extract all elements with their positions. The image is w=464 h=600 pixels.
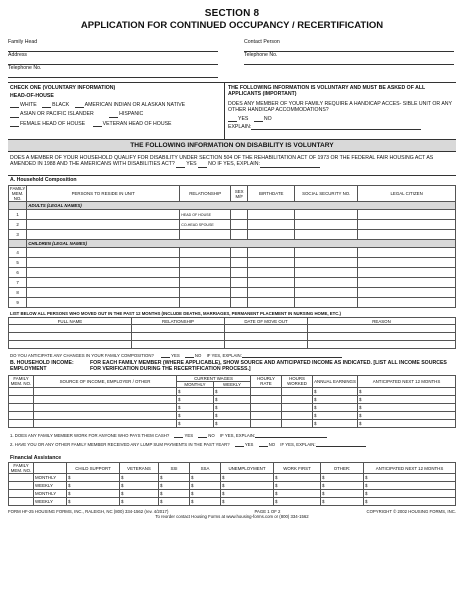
mo-col-reason: REASON [308, 318, 456, 325]
name-cell[interactable] [27, 210, 180, 220]
form-page [8, 0, 456, 519]
dollar-cell[interactable]: $ [67, 482, 120, 490]
sex-cell[interactable] [231, 278, 248, 288]
veteran-head-label: VETERAN HEAD OF HOUSE [102, 120, 172, 127]
citizen-cell[interactable] [358, 230, 456, 240]
relationship-cell[interactable] [180, 298, 231, 308]
row-no: 5 [9, 258, 27, 268]
mo-col-name: FULL NAME [9, 318, 132, 325]
sex-cell[interactable] [231, 230, 248, 240]
fa-col-veterans: VETERANS [120, 463, 159, 474]
head-of-house-heading: HEAD-OF-HOUSE [10, 93, 54, 100]
cell[interactable] [282, 387, 313, 395]
income-instructions: FOR EACH FAMILY MEMBER (WHERE APPLICABLE), SHOW SOURCE AND ANTICIPATED INCOME AS INDICATED. [LIST ALL INCOME SOURCES FOR VERIFICATION DURING THE RECERTIFICATION PROCESS.] [90, 360, 447, 373]
telephone-label-2: Telephone No. [244, 52, 278, 58]
fa-col-ssi: SSI [159, 463, 190, 474]
sex-cell[interactable] [231, 220, 248, 230]
birthdate-cell[interactable] [248, 298, 295, 308]
mo-col-relationship: RELATIONSHIP [132, 318, 225, 325]
disability-explain-field[interactable] [260, 162, 320, 168]
table-row [9, 288, 456, 298]
q2-no-label: NO [268, 441, 276, 447]
income-heading-row [8, 360, 456, 373]
cell[interactable] [225, 341, 308, 349]
sex-cell[interactable] [231, 210, 248, 220]
birthdate-cell[interactable] [248, 220, 295, 230]
inc-col-monthly: MONTHLY [177, 381, 214, 387]
cell[interactable] [251, 411, 282, 419]
relationship-cell[interactable] [180, 268, 231, 278]
income-table [8, 375, 456, 428]
name-cell[interactable] [27, 278, 180, 288]
ssn-cell[interactable] [295, 248, 358, 258]
q1-explain-label: IF YES, EXPLAIN: [219, 432, 256, 438]
cell[interactable] [34, 419, 177, 427]
handicap-explain-label: EXPLAIN: [228, 124, 252, 131]
sex-cell[interactable] [231, 258, 248, 268]
row-no: 4 [9, 248, 27, 258]
footer-left: FORM HF-25 HOUSING FORMS, INC., RALEIGH, NC (800) 334-1562 (rev. 4/2017) [8, 509, 169, 515]
table-row [9, 490, 456, 498]
address-field[interactable] [8, 52, 218, 65]
cell[interactable] [308, 333, 456, 341]
disability-no-label: NO [208, 161, 216, 168]
cell[interactable] [225, 333, 308, 341]
address-label: Address [8, 52, 28, 58]
q2-text: 2. HAVE YOU OR ANY OTHER FAMILY MEMBER RECEIVED ANY LUMP SUM PAYMENTS IN THE PAST YEAR? [10, 441, 230, 447]
dollar-cell[interactable]: $ [120, 498, 159, 506]
handicap-question: DOES ANY MEMBER OF YOUR FAMILY REQUIRE A HANDICAP ACCES- SIBLE UNIT OR ANY OTHER HANDICAP ACCOMMODATIONS? [228, 100, 452, 114]
name-cell[interactable] [27, 288, 180, 298]
dollar-cell[interactable]: $ [364, 474, 456, 482]
fa-col-child-support: CHILD SUPPORT [67, 463, 120, 474]
financial-table [8, 462, 456, 506]
table-row [9, 258, 456, 268]
table-row [9, 248, 456, 258]
ssn-cell[interactable] [295, 230, 358, 240]
table-row [9, 474, 456, 482]
anticipate-row [8, 352, 456, 358]
handicap-explain-field[interactable] [251, 124, 421, 130]
female-head-checkbox[interactable] [10, 122, 19, 127]
q1-text: 1. DOES ANY FAMILY MEMBER WORK FOR ANYONE WHO PAYS THEM CASH? [10, 432, 170, 438]
american-indian-label: AMERICAN INDIAN OR ALASKAN NATIVE [84, 101, 186, 108]
cell[interactable] [308, 341, 456, 349]
name-cell[interactable] [27, 248, 180, 258]
financial-heading: Financial Assistance [10, 454, 62, 461]
citizen-cell[interactable] [358, 268, 456, 278]
moved-out-heading: LIST BELOW ALL PERSONS WHO MOVED OUT IN THE PAST 12 MONTHS (INCLUDE DEATHS, MARRIAGES, PERMANENT PLACEMENT IN NURSING HOME, ETC.) [10, 311, 341, 316]
dollar-cell[interactable]: $ [214, 411, 251, 419]
dollar-cell[interactable]: $ [177, 411, 214, 419]
cell[interactable] [9, 411, 34, 419]
hh-col-sex: SEX M/F [231, 186, 248, 202]
citizen-cell[interactable] [358, 298, 456, 308]
footer-copyright: COPYRIGHT © 2002 HOUSING FORMS, INC. [366, 509, 456, 515]
table-row [9, 498, 456, 506]
period-cell: WEEKLY [34, 498, 67, 506]
hh-col-ssn: SOCIAL SECURITY NO. [295, 186, 358, 202]
cell[interactable] [282, 419, 313, 427]
dollar-cell[interactable]: $ [67, 474, 120, 482]
citizen-cell[interactable] [358, 258, 456, 268]
cell[interactable] [34, 411, 177, 419]
dollar-cell[interactable]: $ [159, 474, 190, 482]
fa-col-other: OTHER: [321, 463, 364, 474]
row-no: 9 [9, 298, 27, 308]
table-row [9, 411, 456, 419]
citizen-cell[interactable] [358, 248, 456, 258]
disability-yes-label: YES [186, 161, 197, 168]
cell[interactable] [34, 387, 177, 395]
handicap-yes-checkbox[interactable] [228, 117, 237, 122]
income-q2 [8, 441, 456, 447]
dollar-cell[interactable]: $ [214, 403, 251, 411]
citizen-cell[interactable] [358, 210, 456, 220]
anticipate-explain-field[interactable] [242, 352, 342, 358]
ssn-cell[interactable] [295, 258, 358, 268]
relationship-cell[interactable] [180, 288, 231, 298]
telephone-label: Telephone No. [8, 65, 42, 71]
inc-col-annual: ANNUAL EARNINGS [313, 375, 358, 387]
dollar-cell[interactable]: $ [190, 498, 221, 506]
dollar-cell[interactable]: $ [214, 419, 251, 427]
dollar-cell[interactable]: $ [177, 403, 214, 411]
birthdate-cell[interactable] [248, 248, 295, 258]
relationship-cell: HEAD OF HOUSE [180, 210, 231, 220]
dollar-cell[interactable]: $ [221, 474, 274, 482]
cell[interactable] [251, 419, 282, 427]
hh-col-birthdate: BIRTHDATE [248, 186, 295, 202]
inc-col-source: SOURCE OF INCOME, EMPLOYER / OTHER [34, 375, 177, 387]
q2-yes-checkbox[interactable] [235, 442, 244, 447]
fa-col-anticipated: ANTICIPATED NEXT 12 MONTHS [364, 463, 456, 474]
ssn-cell[interactable] [295, 288, 358, 298]
dollar-cell[interactable]: $ [358, 403, 456, 411]
ssn-cell[interactable] [295, 278, 358, 288]
anticipate-explain-label: IF YES, EXPLAIN: [206, 353, 242, 358]
fa-col-period [34, 463, 67, 474]
dollar-cell[interactable]: $ [221, 490, 274, 498]
cell[interactable] [9, 490, 34, 498]
q2-no-checkbox[interactable] [259, 442, 268, 447]
birthdate-cell[interactable] [248, 268, 295, 278]
fa-col-ssa: SSA [190, 463, 221, 474]
dollar-cell[interactable]: $ [159, 498, 190, 506]
dollar-cell[interactable]: $ [364, 482, 456, 490]
name-cell[interactable] [27, 298, 180, 308]
household-heading: A. Household Composition [8, 175, 456, 185]
dollar-cell[interactable]: $ [364, 498, 456, 506]
family-head-label: Family Head [8, 39, 38, 45]
cell[interactable] [225, 325, 308, 333]
hispanic-checkbox[interactable] [109, 113, 118, 118]
q1-explain-field[interactable] [255, 432, 327, 438]
citizen-cell[interactable] [358, 278, 456, 288]
telephone-field-2[interactable] [244, 52, 454, 65]
dollar-cell[interactable]: $ [321, 474, 364, 482]
table-row [9, 220, 456, 230]
family-head-field[interactable] [8, 39, 218, 52]
birthdate-cell[interactable] [248, 278, 295, 288]
disability-yes-checkbox[interactable] [176, 163, 185, 168]
cell[interactable] [9, 419, 34, 427]
disability-text: DOES A MEMBER OF YOUR HOUSEHOLD QUALIFY FOR DISABILITY UNDER SECTION 504 OF THE REHABILITATION ACT OF 1973 OR THE FEDERAL FAIR HOUSING ACT AS AMENDED IN 1988 AND THE AMERICANS WITH DISABILITIES ACT? [10, 155, 434, 168]
black-label: BLACK [52, 101, 70, 108]
relationship-cell: CO-HEAD SPOUSE [180, 220, 231, 230]
dollar-cell[interactable]: $ [358, 395, 456, 403]
dollar-cell[interactable]: $ [221, 498, 274, 506]
dollar-cell[interactable]: $ [358, 387, 456, 395]
relationship-cell[interactable] [180, 278, 231, 288]
cell[interactable] [9, 474, 34, 482]
handicap-no-checkbox[interactable] [254, 117, 263, 122]
moved-out-table [8, 317, 456, 349]
table-row [9, 395, 456, 403]
household-table [8, 185, 456, 308]
hh-col-citizen: LEGAL CITIZEN [358, 186, 456, 202]
veteran-head-checkbox[interactable] [93, 122, 102, 127]
dollar-cell[interactable]: $ [364, 490, 456, 498]
voluntary-right-title: THE FOLLOWING INFORMATION IS VOLUNTARY AND MUST BE ASKED OF ALL APPLICANTS (IMPORTANT) [228, 85, 426, 98]
cell[interactable] [251, 395, 282, 403]
footer-reorder: To reorder contact Housing Forms at www.housing-forms.com or (800) 334-1562 [155, 514, 309, 520]
dollar-cell[interactable]: $ [313, 411, 358, 419]
q2-yes-label: YES [244, 441, 254, 447]
dollar-cell[interactable]: $ [321, 490, 364, 498]
table-row [9, 325, 456, 333]
dollar-cell[interactable]: $ [214, 387, 251, 395]
dollar-cell[interactable]: $ [177, 419, 214, 427]
birthdate-cell[interactable] [248, 288, 295, 298]
dollar-cell[interactable]: $ [313, 403, 358, 411]
dollar-cell[interactable]: $ [190, 474, 221, 482]
dollar-cell[interactable]: $ [358, 419, 456, 427]
dollar-cell[interactable]: $ [214, 395, 251, 403]
fa-col-memno: FAMILY MEM. NO. [9, 463, 34, 474]
cell[interactable] [282, 411, 313, 419]
birthdate-cell[interactable] [248, 230, 295, 240]
black-checkbox[interactable] [42, 103, 51, 108]
contact-block [8, 39, 456, 78]
dollar-cell[interactable]: $ [321, 498, 364, 506]
q1-yes-checkbox[interactable] [174, 433, 183, 438]
sex-cell[interactable] [231, 248, 248, 258]
disability-no-checkbox[interactable] [198, 163, 207, 168]
hh-col-relationship: RELATIONSHIP [180, 186, 231, 202]
table-row [9, 210, 456, 220]
q1-yes-label: YES [184, 432, 194, 438]
sex-cell[interactable] [231, 288, 248, 298]
sex-cell[interactable] [231, 268, 248, 278]
anticipate-yes-checkbox[interactable] [161, 353, 170, 358]
ssn-cell[interactable] [295, 298, 358, 308]
table-row [9, 298, 456, 308]
cell[interactable] [9, 333, 132, 341]
dollar-cell[interactable]: $ [274, 482, 321, 490]
fa-col-unemployment: UNEMPLOYMENT [221, 463, 274, 474]
white-label: WHITE [20, 101, 37, 108]
dollar-cell[interactable]: $ [313, 419, 358, 427]
asian-label: ASIAN OR PACIFIC ISLANDER [20, 111, 94, 118]
birthdate-cell[interactable] [248, 210, 295, 220]
cell[interactable] [9, 498, 34, 506]
relationship-cell[interactable] [180, 248, 231, 258]
inc-col-wages: CURRENT WAGES [177, 375, 251, 381]
birthdate-cell[interactable] [248, 258, 295, 268]
cell[interactable] [9, 482, 34, 490]
cell[interactable] [251, 387, 282, 395]
income-label: B. HOUSEHOLD INCOME: EMPLOYMENT [10, 360, 74, 373]
citizen-cell[interactable] [358, 288, 456, 298]
female-head-label: FEMALE HEAD OF HOUSE [20, 120, 86, 127]
footer-page: PAGE 1 OF 2 [254, 509, 281, 515]
cell[interactable] [34, 395, 177, 403]
dollar-cell[interactable]: $ [177, 387, 214, 395]
q1-no-label: NO [208, 432, 215, 438]
disability-explain-label: IF YES, EXPLAIN: [217, 161, 260, 168]
telephone-field[interactable] [8, 65, 218, 78]
table-row [9, 278, 456, 288]
table-row [9, 419, 456, 427]
table-row [9, 387, 456, 395]
table-row [9, 268, 456, 278]
dollar-cell[interactable]: $ [159, 482, 190, 490]
relationship-cell[interactable] [180, 258, 231, 268]
dollar-cell[interactable]: $ [321, 482, 364, 490]
dollar-cell[interactable]: $ [274, 474, 321, 482]
table-row [9, 341, 456, 349]
sex-cell[interactable] [231, 298, 248, 308]
contact-person-field[interactable] [244, 39, 454, 52]
cell[interactable] [9, 387, 34, 395]
voluntary-block [8, 82, 456, 139]
dollar-cell[interactable]: $ [274, 490, 321, 498]
dollar-cell[interactable]: $ [120, 482, 159, 490]
cell[interactable] [9, 395, 34, 403]
dollar-cell[interactable]: $ [190, 490, 221, 498]
cell[interactable] [282, 395, 313, 403]
cell[interactable] [9, 341, 132, 349]
cell[interactable] [9, 325, 132, 333]
cell[interactable] [34, 403, 177, 411]
cell[interactable] [251, 403, 282, 411]
inc-col-rate: HOURLY RATE [251, 375, 282, 387]
contact-person-label: Contact Person [244, 39, 280, 45]
dollar-cell[interactable]: $ [221, 482, 274, 490]
white-checkbox[interactable] [10, 103, 19, 108]
fa-col-work-first: WORK FIRST [274, 463, 321, 474]
hh-col-memno: FAMILY MEM. NO. [10, 186, 26, 201]
period-cell: MONTHLY [34, 474, 67, 482]
handicap-yes-label: YES [238, 115, 249, 122]
income-q1 [8, 432, 456, 438]
dollar-cell[interactable]: $ [274, 498, 321, 506]
mo-col-date: DATE OF MOVE OUT [225, 318, 308, 325]
dollar-cell[interactable]: $ [120, 474, 159, 482]
name-cell[interactable] [27, 230, 180, 240]
inc-col-hours: HOURS WORKED [282, 375, 313, 387]
anticipate-no-checkbox[interactable] [185, 353, 194, 358]
anticipate-yes-label: YES [171, 353, 180, 358]
row-no: 1 [9, 210, 27, 220]
cell[interactable] [132, 341, 225, 349]
cell[interactable] [132, 333, 225, 341]
name-cell[interactable] [27, 268, 180, 278]
anticipate-text: DO YOU ANTICIPATE ANY CHANGES IN YOUR FAMILY COMPOSITION? [10, 353, 154, 358]
name-cell[interactable] [27, 220, 180, 230]
name-cell[interactable] [27, 258, 180, 268]
cell[interactable] [308, 325, 456, 333]
dollar-cell[interactable]: $ [67, 498, 120, 506]
cell[interactable] [132, 325, 225, 333]
dollar-cell[interactable]: $ [177, 395, 214, 403]
asian-checkbox[interactable] [10, 113, 19, 118]
cell[interactable] [282, 403, 313, 411]
q2-explain-label: IF YES, EXPLAIN: [280, 441, 316, 447]
handicap-no-label: NO [263, 115, 272, 122]
inc-col-anticipated: ANTICIPATED NEXT 12 MONTHS [358, 375, 456, 387]
table-row [9, 482, 456, 490]
dollar-cell[interactable]: $ [67, 490, 120, 498]
period-cell: MONTHLY [34, 490, 67, 498]
section-title: SECTION 8 [204, 8, 260, 19]
dollar-cell[interactable]: $ [120, 490, 159, 498]
relationship-cell[interactable] [180, 230, 231, 240]
inc-col-memno: FAMILY MEM. NO. [9, 375, 34, 387]
ssn-cell[interactable] [295, 268, 358, 278]
table-row [9, 333, 456, 341]
children-label: CHILDREN (LEGAL NAMES) [27, 240, 456, 248]
row-no: 7 [9, 278, 27, 288]
hh-col-persons: PERSONS TO RESIDE IN UNIT [27, 186, 180, 202]
dollar-cell[interactable]: $ [313, 395, 358, 403]
hispanic-label: HISPANIC [119, 111, 144, 118]
disability-banner: THE FOLLOWING INFORMATION ON DISABILITY IS VOLUNTARY [8, 139, 456, 152]
dollar-cell[interactable]: $ [190, 482, 221, 490]
check-one-heading: CHECK ONE (VOLUNTARY INFORMATION) [10, 85, 116, 91]
dollar-cell[interactable]: $ [313, 387, 358, 395]
form-title: APPLICATION FOR CONTINUED OCCUPANCY / RECERTIFICATION [80, 20, 384, 31]
disability-question [8, 152, 456, 175]
american-indian-checkbox[interactable] [75, 103, 84, 108]
table-row [9, 403, 456, 411]
dollar-cell[interactable]: $ [159, 490, 190, 498]
row-no: 6 [9, 268, 27, 278]
ssn-cell[interactable] [295, 210, 358, 220]
row-no: 2 [9, 220, 27, 230]
q1-no-checkbox[interactable] [198, 433, 207, 438]
period-cell: WEEKLY [34, 482, 67, 490]
q2-explain-field[interactable] [316, 441, 366, 447]
ssn-cell[interactable] [295, 220, 358, 230]
cell[interactable] [9, 403, 34, 411]
row-no: 3 [9, 230, 27, 240]
inc-col-weekly: WEEKLY [214, 381, 251, 387]
table-row [9, 230, 456, 240]
row-no: 8 [9, 288, 27, 298]
adults-label: ADULTS (LEGAL NAMES) [27, 202, 456, 210]
citizen-cell[interactable] [358, 220, 456, 230]
dollar-cell[interactable]: $ [358, 411, 456, 419]
anticipate-no-label: NO [194, 353, 202, 358]
